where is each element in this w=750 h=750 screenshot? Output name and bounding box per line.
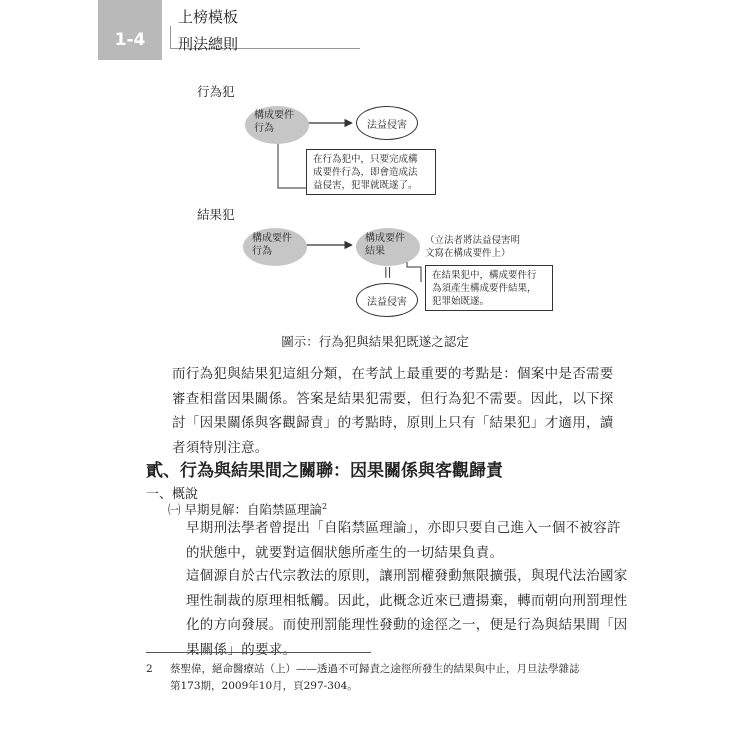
paragraph-line: 討「因果關係與客觀歸責」的考點時，原則上只有「結果犯」才適用，讀 [172,415,614,431]
paragraph-line: 果關係」的要求。 [186,641,297,658]
paragraph-line: 而行為犯與結果犯這組分類，在考試上最重要的考點是：個案中是否需要 [172,366,614,382]
paragraph-line: 者須特別注意。 [172,439,269,456]
result-crime-label: 結果犯 [197,207,235,222]
note-line: 為須產生構成要件結果， [432,283,537,294]
paragraph-line: 早期刑法學者曾提出「自陷禁區理論」，亦即只要自己進入一個不被容許 [186,520,621,536]
paragraph-line: 理性制裁的原理相牴觸。因此，此概念近來已遭揚棄，轉而朝向刑罰理性 [186,592,628,609]
item-heading-text: ㈠ 早期見解：自陷禁區理論 [168,502,322,517]
figure-caption: 圖示：行為犯與結果犯既遂之認定 [281,334,469,349]
result-crime-element-result-oval [356,228,420,266]
paragraph-1 [186,516,621,565]
note-line: 在結果犯中，構成要件行 [432,270,537,281]
paragraph-line: 的狀態中，就要對這個狀態所產生的一切結果負責。 [186,544,504,561]
sub-heading: 一、概說 [146,487,199,502]
legislator-note [425,234,520,260]
legislator-note-line: （立法者將法益侵害明 [425,235,521,246]
series-title: 上榜模板 [178,8,239,26]
oval-line: 構成要件 [365,233,405,244]
intro-paragraph [172,362,614,460]
footnote-line: 蔡聖偉，絕命醫療站（上）——透過不可歸責之途徑所發生的結果與中止，月旦法學雜誌 [170,663,580,675]
section-heading: 貳、行為與結果間之關聯：因果關係與客觀歸責 [146,461,503,481]
chapter-number: 1-4 [114,30,146,50]
oval-line: 行為 [252,246,272,257]
oval-line: 構成要件 [254,110,294,121]
paragraph-line: 化的方向發展。而使刑罰能理性發動的途徑之一，便是行為與結果間「因 [186,617,628,633]
equals-mark: || [384,265,392,278]
result-crime-harm-oval: 法益侵害 [356,283,418,317]
oval-line: 行為 [254,123,274,134]
result-crime-bracket [407,262,421,282]
act-crime-bracket [278,140,306,188]
footnote-divider [146,652,371,653]
paragraph-line: 這個源自於古代宗教法的原則，讓刑罰權發動無限擴張，與現代法治國家 [186,568,628,584]
note-line: 益侵害，犯罪就既遂了。 [313,180,418,191]
note-line: 犯罪始既遂。 [432,296,490,307]
note-line: 在行為犯中，只要完成構 [313,154,418,165]
act-crime-label: 行為犯 [197,84,235,99]
footnote-number: 2 [146,663,153,675]
result-crime-element-act-oval [243,228,307,266]
paragraph-2 [186,564,628,662]
oval-line: 結果 [365,246,385,257]
act-crime-element-act-oval [245,106,309,144]
footnote-text [170,661,580,695]
oval-line: 構成要件 [252,233,292,244]
legislator-note-line: 文寫在構成要件上） [425,248,511,259]
act-crime-harm-oval: 法益侵害 [356,106,418,140]
book-title: 刑法總則 [178,35,239,53]
note-line: 成要件行為，即會造成法 [313,167,418,178]
footnote-ref[interactable]: 2 [321,501,328,511]
footnote-line: 第173期，2009年10月，頁297-304。 [170,680,358,692]
result-crime-note [425,265,553,311]
paragraph-line: 審查相當因果關係。答案是結果犯需要，但行為犯不需要。因此，以下探 [172,390,614,407]
act-crime-note [306,149,436,195]
